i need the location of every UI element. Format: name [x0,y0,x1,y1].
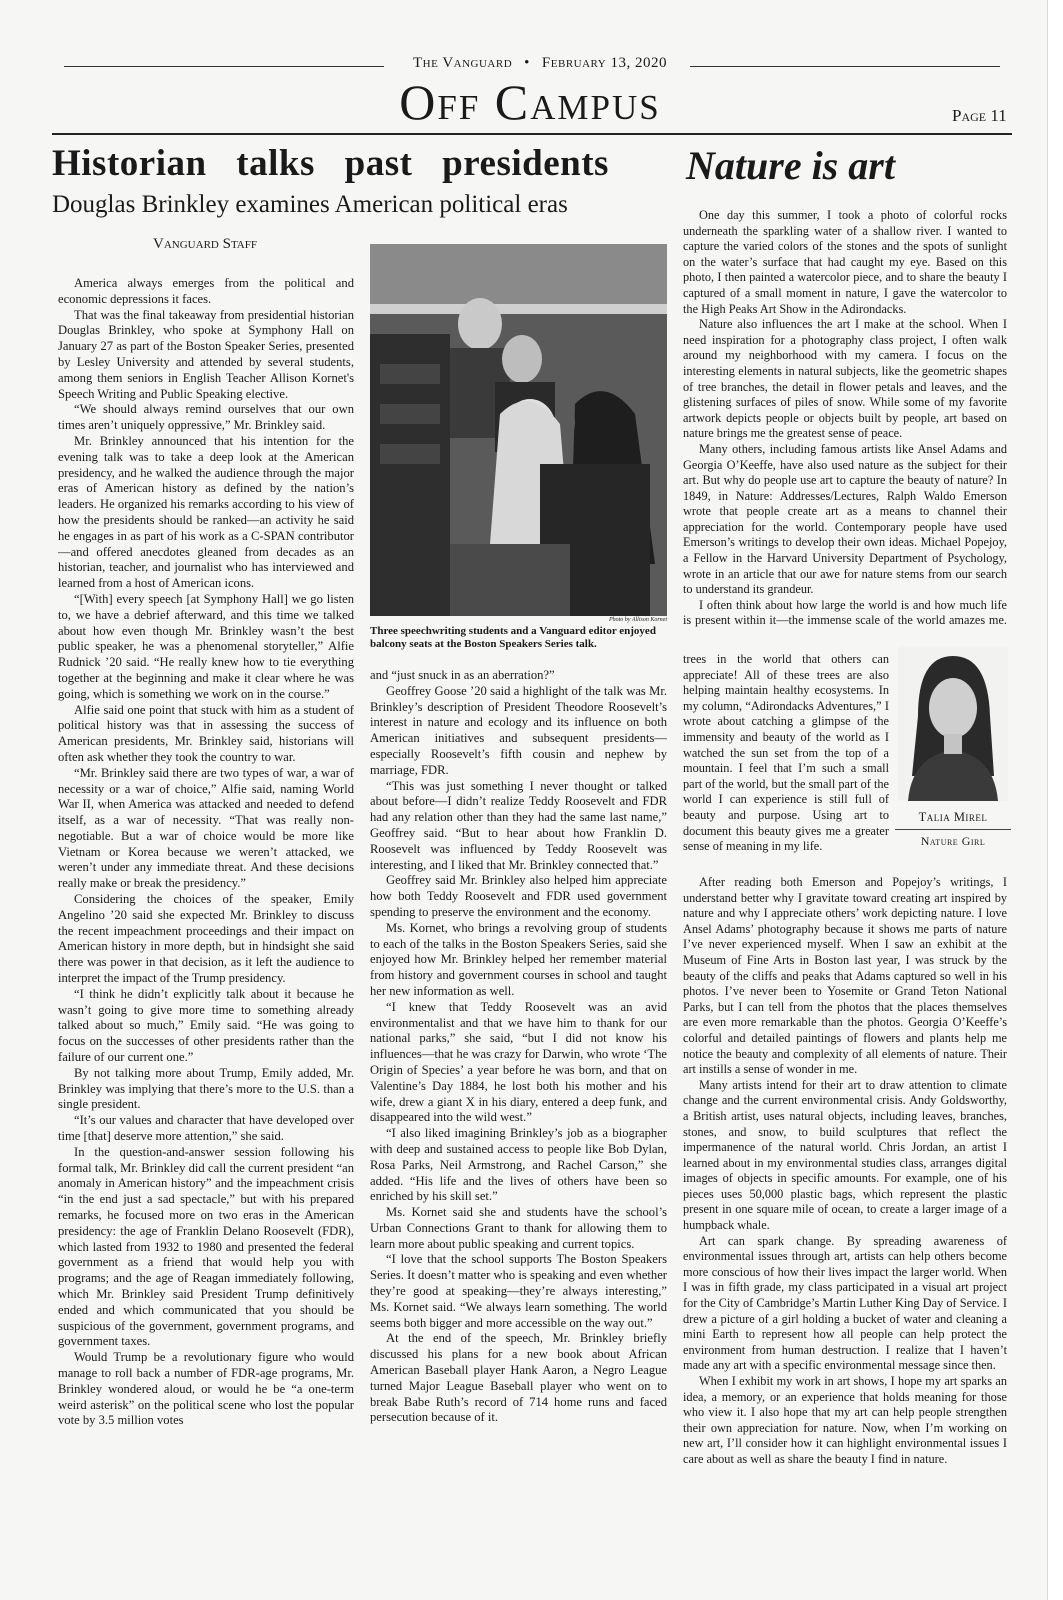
section-title: Off Campus [399,74,661,130]
event-photo-illustration [370,244,667,616]
paragraph: At the end of the speech, Mr. Brinkley briefly discussed his plans for a new book about African American Baseball player Hank Aaron, a Negro League turned Major League Baseball player who went on to break Babe Ruth’s record of 714 home runs and faced persecution because of it. [370,1331,667,1425]
paragraph: Would Trump be a revolutionary figure who would manage to roll back a number of FDR-age programs, Mr. Brinkley wondered aloud, or would he be “a one-term weird asterisk” on the political scene who lost the popular vote by 3.5 million votes [58,1350,354,1428]
event-photo [370,244,667,616]
masthead-rule-left [64,66,384,67]
paragraph: America always emerges from the political and economic depressions it faces. [58,276,354,306]
section-rule [52,133,1012,135]
issue-date: February 13, 2020 [541,55,667,71]
paragraph: and “just snuck in as an aberration?” [370,668,555,682]
paragraph: In the question-and-answer session following his formal talk, Mr. Brinkley did call the current president “an anomaly in American history” and the impeachment crisis “in the end just a sad spectacle,” but with his prepared remarks, he focused more on two eras in the American presidency: the age of Franklin Delano Roosevelt (FDR), which lasted from 1932 to 1980 and presented the federal government as a friend that would help you with programs; and the age of Reagan immediately following, which Mr. Brinkley said President Trump definitively ended and which communicated that you should be suspicious of the government, government programs, and government taxes. [58,1144,354,1349]
paragraph: Many artists intend for their art to draw attention to climate change and the current environmental crisis. Andy Goldsworthy, a British artist, uses natural objects, including leaves, branches, stones, and snow, to build sculptures that reflect the impermanence of the natural world. Chris Jordan, an artist I learned about in my environmental studies class, arranges digital images of objects in specific amounts. For example, one of his pieces uses 50,000 plastic bags, which represent the plastic present in one square mile of ocean, to create a larger image of a humpback whale. [683,1077,1007,1233]
paragraph: By not talking more about Trump, Emily added, Mr. Brinkley was implying that there’s more to the U.S. than a single president. [58,1065,354,1112]
paragraph: “I think he didn’t explicitly talk about it because he wasn’t going to give more time to something already talked about so much,” Emily said. “He was going to focus on the successes of other presidents rather than the failure of our current one.” [58,986,354,1065]
paragraph: “I knew that Teddy Roosevelt was an avid environmentalist and that we have him to thank for our national parks,” she said, “but I did not know his influences—that he was crazy for Darwin, who wrote ‘The Origin of Species’ a year before he was born, and that on Valentine’s Day 1884, he lost both his mother and his wife, drew a giant X in his diary, entered a deep funk, and disappeared into the wild west.” [370,999,667,1125]
portrait-illustration [898,646,1008,801]
paragraph: That was the final takeaway from presidential historian Douglas Brinkley, who spoke at Symphony Hall on January 27 as part of the Boston Speaker Series, presented by Lesley University and attended by several students, among them seniors in English Teacher Allison Kornet's Speech Writing and Public Speaking elective. [58,307,354,401]
paragraph: “I also liked imagining Brinkley’s job as a biographer with deep and sustained access to people like Bob Dylan, Rosa Parks, Neil Armstrong, and Rachel Carson,” she added. “His life and the lives of others have been so enriched by his skill set.” [370,1126,667,1204]
paragraph: One day this summer, I took a photo of colorful rocks underneath the sparkling water of a shallow river. I wanted to capture the varied colors of the stones and the spots of sunlight on the water’s surface that had caught my eye. Based on this photo, I then painted a watercolor piece, and to share the beauty I captured of a small moment in nature, I gave the watercolor to the High Peaks Art Show in the Adirondacks. [683,208,1007,316]
paragraph: Ms. Kornet said she and students have the school’s Urban Connections Grant to thank for allowing them to learn more about public speaking and current topics. [370,1205,667,1251]
masthead-rule-right [690,66,1000,67]
paragraph: Ms. Kornet, who brings a revolving group of students to each of the talks in the Boston Speakers Series, said she enjoyed how Mr. Brinkley helped her remember material from history and government courses in school and taught her new information as well. [370,920,667,998]
paragraph: After reading both Emerson and Popejoy’s writings, I understand better why I gravitate toward creating art inspired by nature and why I appreciate others’ work depicting nature. I love Ansel Adams’ photography because it shows me parts of nature I’ve never experienced myself. When I saw an exhibit at the Museum of Fine Arts in Boston last year, I was struck by the beauty of the cliffs and peaks that Adams captured so well in his photos. I’ve never been to Yosemite or Grand Teton National Parks, but I can tell from the photos that the places themselves are even more remarkable than the photos. Georgia O’Keeffe’s colorful and detailed paintings of flowers and plants help me notice the beauty and complexity of all elements of nature. Their art instills a sense of wonder in me. [683,875,1007,1077]
right-article-top [683,208,1007,628]
paragraph: Nature also influences the art I make at the school. When I need inspiration for a photography class project, I often walk around my neighborhood with my camera. I focus on the interesting elements in natural subjects, like the geometric shapes of tree branches, the detail in flower petals and leaves, and the glistening surfaces of piles of snow. While some of my favorite artwork depicts people or objects built by people, art based on nature brings me the greatest sense of peace. [683,317,1007,441]
paragraph: trees in the world that others can appreciate! All of these trees are also helping maintain healthy ecosystems. In my column, “Adirondacks Adventures,” I wrote about catching a glimpse of the immensity and beauty of the world as I watched the sun set from the top of a mountain. I feel that I’m such a small part of the world, but the small part of the world I can experience is still full of beauty and purpose. Using art to document this beauty gives me a greater sense of meaning in my life. [683,652,889,854]
columnist-name: Talia Mirel [918,810,988,824]
paragraph: Many others, including famous artists like Ansel Adams and Georgia O’Keeffe, have also used nature as the subject for their art. But why do people use art to capture the beauty of nature? In 1849, in Nature: Addresses/Lectures, Ralph Waldo Emerson wrote that people create art as a means to channel their appreciation for the world. Contemporary people have used Emerson’s writings to develop their own ideas. Michael Popejoy, a Fellow in the Harvard University Department of Psychology, wrote in an article that our awe for nature stems from our search to understand its grandeur. [683,441,1007,597]
paper-name: The Vanguard [413,55,513,71]
right-headline: Nature is art [686,143,895,188]
portrait-caption-rule [895,829,1011,830]
right-article-bottom [683,875,1007,1535]
paragraph: Alfie said one point that stuck with him as a student of political history was that in assessing the success of American presidents, Mr. Brinkley said, historians will often ask whether they took the country to war. [58,702,354,764]
paragraph: Mr. Brinkley announced that his intention for the evening talk was to take a deep look at the American presidency, and he walked the audience through the major eras of American history as defined by the nation’s leaders. He organized his remarks according to his view of how the presidents should be ranked—an activity he said he engages in as part of his work as a C-SPAN contributor—and offered anecdotes gleaned from decades as an historian, teacher, and journalist who has interviewed and learned from a host of American icons. [58,433,354,591]
paragraph: “Mr. Brinkley said there are two types of war, a war of necessity or a war of choice,” Alfie said, naming World War II, when America was attacked and needed to defend itself, as a war of necessity. “That was really non-negotiable. But a war of choice would be more like Vietnam or Korea because we weren’t attacked, we weren’t under any immediate threat. And these decisions really make or break the presidency.” [58,765,354,891]
paragraph: “I love that the school supports The Boston Speakers Series. It doesn’t matter who is speaking and even whether they’re good at speaking—they’re always interesting,” Ms. Kornet said. “We always learn something. The world seems both bigger and more accessible on the way out.” [370,1252,667,1330]
paragraph: “It’s our values and character that have developed over time [that] deserve more attention,” she said. [58,1113,354,1144]
left-article-column-2 [370,668,667,1548]
left-headline: Historian talks past presidents [52,143,609,184]
paragraph: “We should always remind ourselves that our own times aren’t uniquely oppressive,” Mr. Brinkley said. [58,402,354,433]
column-name: Nature Girl [920,834,986,848]
photo-caption: Three speechwriting students and a Vanguard editor enjoyed balcony seats at the Boston Speakers Series talk. [370,625,656,650]
paragraph: I often think about how large the world is and how much life is present within it—the immense scale of the world amazes me. [683,597,1007,628]
left-article-column-1 [58,276,354,1566]
separator-dot: • [524,55,530,71]
columnist-portrait [898,646,1008,801]
paragraph: “[With] every speech [at Symphony Hall] we go listen to, we have a debrief afterward, and this time we talked about how even though Mr. Brinkley wasn’t the best public speaker, he was a phenomenal storyteller,” Alfie Rudnick ’20 said. “He really knew how to tie everything together at the beginning and make it clear where he was going, which is something we work on in the course.” [58,591,354,701]
page-number: Page 11 [952,106,1007,125]
left-subhead: Douglas Brinkley examines American political eras [52,191,568,218]
paragraph: “This was just something I never thought or talked about before—I didn’t realize Teddy Roosevelt and FDR had any relation other than they had the same last name,” Geoffrey said. “But to hear about how Franklin D. Roosevelt was influenced by Teddy Roosevelt was interesting, and I liked that Mr. Brinkley connected that.” [370,778,667,872]
photo-credit: Photo by Allison Kornet [608,617,667,623]
paragraph: When I exhibit my work in art shows, I hope my art sparks an idea, a memory, or an experience that holds meaning for those who view it. I also hope that my art can help people strengthen their own appreciation for nature. Now, when I’m working on new art, I’ll consider how it can highlight environmental issues I care about as well as share the beauty I find in nature. [683,1374,1007,1466]
paragraph: Art can spark change. By spreading awareness of environmental issues through art, artists can help others become more conscious of how their lives impact the larger world. When I was in fifth grade, my class participated in a visual art project for the City of Cambridge’s Martin Luther King Day of Service. I drew a picture of a girl holding a bucket of water and cleaning a mini Earth to represent how all people can help protect the environment from human destruction. I realize that I haven’t made any art with a specific environmental message since then. [683,1233,1007,1373]
paragraph: Geoffrey said Mr. Brinkley also helped him appreciate how both Teddy Roosevelt and FDR used government spending to preserve the environment and the economy. [370,873,667,919]
paragraph: Geoffrey Goose ’20 said a highlight of the talk was Mr. Brinkley’s description of President Theodore Roosevelt’s interest in nature and ecology and its influence on both American initiatives and subsequent presidents—especially Roosevelt’s fifth cousin and nephew by marriage, FDR. [370,683,667,777]
byline: Vanguard Staff [153,236,257,252]
paragraph: Considering the choices of the speaker, Emily Angelino ’20 said she expected Mr. Brinkley to discuss the recent impeachment proceedings and their impact on American history in more depth, but in hindsight she said there was power in that decision, as it left the audience to interpret the impact of the Trump presidency. [58,892,354,986]
right-article-wrap [683,652,889,888]
masthead [400,55,680,72]
